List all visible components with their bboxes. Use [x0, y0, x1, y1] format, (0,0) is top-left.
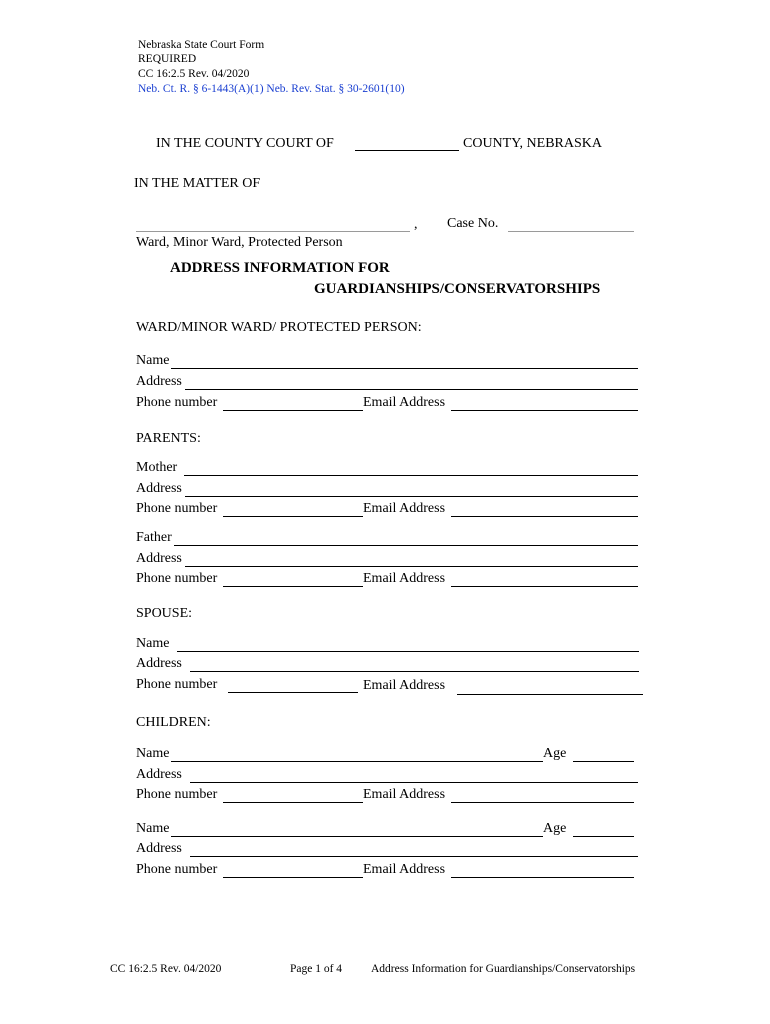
form-code: CC 16:2.5 Rev. 04/2020 [138, 68, 250, 80]
child2-email-field[interactable] [451, 877, 634, 878]
form-title-line1: ADDRESS INFORMATION FOR [170, 260, 390, 276]
child2-email-label: Email Address [363, 862, 446, 877]
father-phone-label: Phone number [136, 571, 218, 586]
required-label: REQUIRED [138, 53, 197, 65]
mother-address-label: Address [136, 481, 182, 496]
ward-name-label: Name [136, 353, 170, 368]
county-blank-line[interactable] [355, 150, 459, 151]
ward-address-field[interactable] [185, 389, 638, 390]
ward-email-field[interactable] [451, 410, 638, 411]
father-email-field[interactable] [451, 586, 638, 587]
children-section-heading: CHILDREN: [136, 715, 211, 730]
spouse-email-label: Email Address [363, 678, 446, 693]
child1-age-field[interactable] [573, 761, 634, 762]
child2-phone-field[interactable] [223, 877, 363, 878]
child1-name-field[interactable] [171, 761, 543, 762]
case-number-line[interactable] [508, 231, 634, 232]
child2-phone-label: Phone number [136, 862, 218, 877]
mother-name-field[interactable] [184, 475, 638, 476]
spouse-phone-field[interactable] [228, 692, 358, 693]
child1-age-label: Age [543, 746, 567, 761]
child1-phone-label: Phone number [136, 787, 218, 802]
footer-page-number: Page 1 of 4 [290, 963, 343, 975]
spouse-email-field[interactable] [457, 694, 643, 695]
footer-form-title: Address Information for Guardianships/Conservatorships [371, 963, 636, 975]
in-the-matter-of-label: IN THE MATTER OF [134, 176, 261, 191]
child2-age-field[interactable] [573, 836, 634, 837]
father-email-label: Email Address [363, 571, 446, 586]
parents-section-heading: PARENTS: [136, 431, 201, 446]
spouse-name-label: Name [136, 636, 170, 651]
ward-section-heading: WARD/MINOR WARD/ PROTECTED PERSON: [136, 320, 422, 335]
father-phone-field[interactable] [223, 586, 363, 587]
ward-phone-field[interactable] [223, 410, 363, 411]
mother-phone-label: Phone number [136, 501, 218, 516]
child2-address-field[interactable] [190, 856, 638, 857]
child1-name-label: Name [136, 746, 170, 761]
father-label: Father [136, 530, 172, 545]
spouse-address-field[interactable] [190, 671, 639, 672]
ward-name-field[interactable] [171, 368, 638, 369]
father-address-field[interactable] [185, 566, 638, 567]
spouse-section-heading: SPOUSE: [136, 606, 193, 621]
court-caption-prefix: IN THE COUNTY COURT OF [156, 136, 334, 151]
case-number-label: Case No. [447, 216, 499, 231]
spouse-address-label: Address [136, 656, 182, 671]
form-title-line2: GUARDIANSHIPS/CONSERVATORSHIPS [314, 281, 601, 297]
mother-label: Mother [136, 460, 178, 475]
ward-caption: Ward, Minor Ward, Protected Person [136, 235, 343, 250]
form-source-label: Nebraska State Court Form [138, 39, 265, 51]
child2-age-label: Age [543, 821, 567, 836]
court-caption-suffix: COUNTY, NEBRASKA [463, 136, 602, 151]
mother-email-label: Email Address [363, 501, 446, 516]
ward-address-label: Address [136, 374, 182, 389]
child1-address-field[interactable] [190, 782, 638, 783]
child1-phone-field[interactable] [223, 802, 363, 803]
child1-email-field[interactable] [451, 802, 634, 803]
mother-address-field[interactable] [185, 496, 638, 497]
footer-form-code: CC 16:2.5 Rev. 04/2020 [110, 963, 222, 975]
father-name-field[interactable] [174, 545, 638, 546]
statute-citation: Neb. Ct. R. § 6-1443(A)(1) Neb. Rev. Stat. § 30-2601(10) [138, 83, 405, 95]
spouse-phone-label: Phone number [136, 677, 218, 692]
child1-email-label: Email Address [363, 787, 446, 802]
father-address-label: Address [136, 551, 182, 566]
ward-email-label: Email Address [363, 395, 446, 410]
child2-name-field[interactable] [171, 836, 543, 837]
ward-phone-label: Phone number [136, 395, 218, 410]
caption-comma: , [414, 217, 418, 232]
child2-address-label: Address [136, 841, 182, 856]
ward-name-blank-line[interactable] [136, 231, 410, 232]
mother-email-field[interactable] [451, 516, 638, 517]
child1-address-label: Address [136, 767, 182, 782]
spouse-name-field[interactable] [177, 651, 639, 652]
mother-phone-field[interactable] [223, 516, 363, 517]
child2-name-label: Name [136, 821, 170, 836]
